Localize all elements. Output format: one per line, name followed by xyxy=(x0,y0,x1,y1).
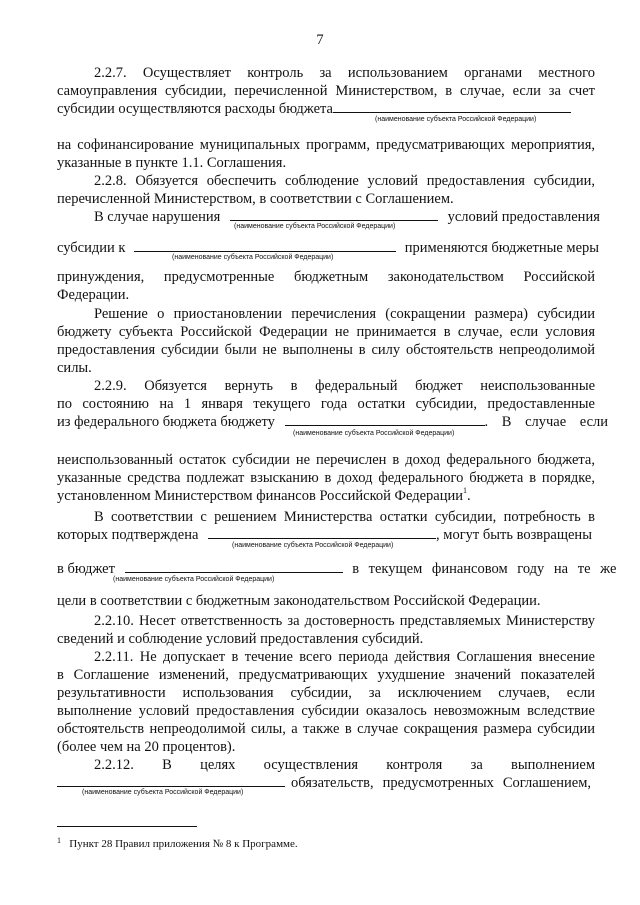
p6-line2-text-a: которых подтверждена xyxy=(57,527,199,543)
field-caption: (наименование субъекта Российской Федерации) xyxy=(172,254,334,261)
p7-line2: сведений и соблюдение условий предоставления субсидий. xyxy=(57,631,424,647)
p3-line2-text-a: субсидии к xyxy=(57,240,126,256)
field-caption: (наименование субъекта Российской Федерации) xyxy=(375,116,537,123)
p4-line2: бюджету субъекта Российской Федерации не принимается в случае, если условия xyxy=(57,324,595,340)
p1-line3-text: субсидии осуществляются расходы бюджета xyxy=(57,101,333,117)
p9-line2-text: обязательств, предусмотренных Соглашением, xyxy=(291,775,591,791)
p5-line3 xyxy=(57,413,609,431)
p6-line1: В соответствии с решением Министерства остатки субсидии, потребность в xyxy=(94,509,595,525)
field-caption: (наименование субъекта Российской Федерации) xyxy=(113,576,275,583)
field-caption: (наименование субъекта Российской Федерации) xyxy=(234,223,396,230)
p5-line3-text-b: . В случае если xyxy=(484,414,609,430)
p1-line4: на софинансирование муниципальных программ, предусматривающих мероприятия, xyxy=(57,137,595,153)
footnote-text: Пункт 28 Правил приложения № 8 к Программе. xyxy=(69,838,298,850)
p5-line4: неиспользованный остаток субсидии не перечислен в доход федерального бюджета, xyxy=(57,452,595,468)
field-caption: (наименование субъекта Российской Федерации) xyxy=(82,789,244,796)
p3-line1-text-a: В случае нарушения xyxy=(94,209,221,225)
p7-line1: 2.2.10. Несет ответственность за достоверность представляемых Министерству xyxy=(94,613,595,629)
p6-line2-text-b: , могут быть возвращены xyxy=(436,527,592,543)
p8-line2: в Соглашение изменений, предусматривающих ухудшение значений показателей xyxy=(57,667,595,683)
p5-line3-text-a: из федерального бюджета бюджету xyxy=(57,414,275,430)
p6-line3-text-b: в текущем финансовом году на те же xyxy=(352,561,617,577)
p5-line6 xyxy=(57,487,595,505)
p4-line3: предоставления субсидии были не выполнены в силу обстоятельств непреодолимой xyxy=(57,342,595,358)
blank-line xyxy=(208,526,436,539)
p5-line6-text: установленном Министерством финансов Российской Федерации xyxy=(57,488,464,504)
blank-line xyxy=(125,560,343,573)
p3-line1-text-b: условий предоставления xyxy=(447,209,600,225)
p3-line4: Федерации. xyxy=(57,287,130,303)
p8-line1: 2.2.11. Не допускает в течение всего периода действия Соглашения внесение xyxy=(94,649,595,665)
blank-line xyxy=(230,208,438,221)
p5-line6-end: . xyxy=(467,488,471,504)
footnote-reference: 1 xyxy=(463,486,468,495)
p1-line5: указанные в пункте 1.1. Соглашения. xyxy=(57,155,287,171)
p1-line1: 2.2.7. Осуществляет контроль за использованием органами местного xyxy=(94,65,595,81)
p2-line1: 2.2.8. Обязуется обеспечить соблюдение условий предоставления субсидии, xyxy=(94,173,595,189)
p5-line2: по состоянию на 1 января текущего года остатки субсидии, предоставленные xyxy=(57,396,595,412)
p1-line2: самоуправления субсидии, перечисленной Министерством, в случае, если за счет xyxy=(57,83,595,99)
p4-line4: силы. xyxy=(57,360,92,376)
footnote xyxy=(57,837,298,851)
p3-line2-text-b: применяются бюджетные меры xyxy=(404,240,600,256)
p4-line1: Решение о приостановлении перечисления (сокращении размера) субсидии xyxy=(94,306,595,322)
blank-line xyxy=(134,239,396,252)
p8-line4: выполнение условий предоставления субсидии оказалось невозможным вследствие xyxy=(57,703,595,719)
blank-line xyxy=(57,774,285,787)
field-caption: (наименование субъекта Российской Федерации) xyxy=(293,430,455,437)
p3-line3: принуждения, предусмотренные бюджетным законодательством Российской xyxy=(57,269,595,285)
footnote-rule xyxy=(57,826,197,827)
p8-line5: обстоятельств непреодолимой силы, а также в случае сокращения размера субсидии xyxy=(57,721,595,737)
field-caption: (наименование субъекта Российской Федерации) xyxy=(232,542,394,549)
blank-line xyxy=(285,413,485,426)
p8-line3: результативности использования субсидии, за исключением случаев, если xyxy=(57,685,595,701)
p6-line4: цели в соответствии с бюджетным законодательством Российской Федерации. xyxy=(57,593,541,609)
p5-line5: указанные средства подлежат взысканию в доход федерального бюджета в порядке, xyxy=(57,470,595,486)
p5-line1: 2.2.9. Обязуется вернуть в федеральный бюджет неиспользованные xyxy=(94,378,595,394)
footnote-mark: 1 xyxy=(57,836,61,845)
page-number: 7 xyxy=(316,32,324,48)
p9-line1: 2.2.12. В целях осуществления контроля за выполнением xyxy=(94,757,595,773)
p2-line2: перечисленной Министерством, в соответствии с Соглашением. xyxy=(57,191,454,207)
p8-line6: (более чем на 20 процентов). xyxy=(57,739,236,755)
blank-line xyxy=(333,100,571,113)
p6-line3-text-a: в бюджет xyxy=(57,561,115,577)
